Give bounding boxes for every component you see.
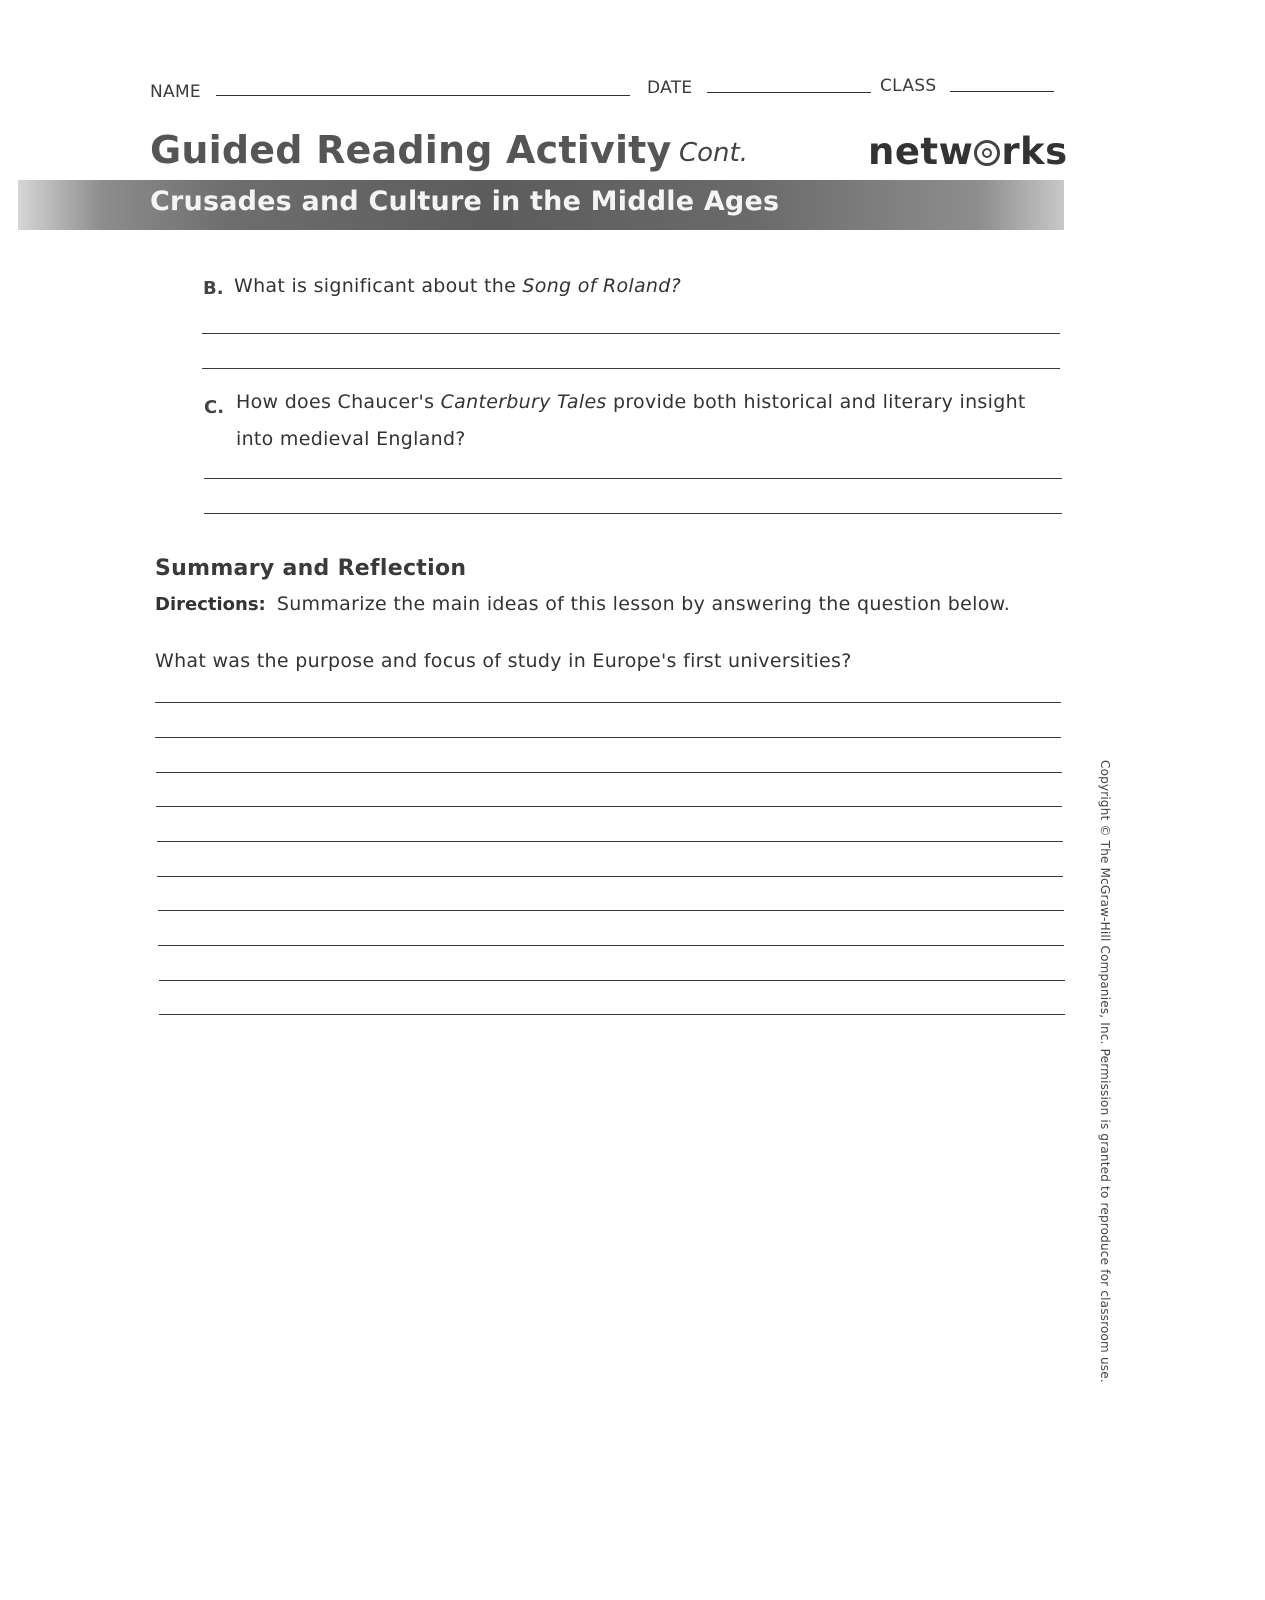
summary-answer-line[interactable] xyxy=(159,980,1065,981)
answer-line-b-1[interactable] xyxy=(202,333,1060,334)
answer-line-b-2[interactable] xyxy=(202,368,1060,369)
summary-heading: Summary and Reflection xyxy=(155,556,467,581)
summary-answer-line[interactable] xyxy=(158,910,1064,911)
answer-line-c-2[interactable] xyxy=(204,513,1062,514)
question-c-text-start: How does Chaucer's xyxy=(236,391,441,413)
question-b-work-title: Song of Roland? xyxy=(522,275,682,297)
title-continued: Cont. xyxy=(679,138,748,168)
page-title: Guided Reading Activity xyxy=(150,128,672,172)
summary-answer-line[interactable] xyxy=(156,772,1062,773)
summary-answer-line[interactable] xyxy=(155,702,1061,703)
question-b-text xyxy=(234,275,681,297)
name-field[interactable] xyxy=(216,95,630,96)
summary-answer-line[interactable] xyxy=(157,841,1063,842)
lesson-title: Crusades and Culture in the Middle Ages xyxy=(150,186,780,217)
directions xyxy=(155,593,1010,615)
class-field[interactable] xyxy=(950,91,1054,92)
date-field[interactable] xyxy=(707,92,871,93)
summary-answer-line[interactable] xyxy=(156,806,1062,807)
directions-label: Directions: xyxy=(155,594,266,615)
summary-answer-line[interactable] xyxy=(159,1014,1065,1015)
summary-answer-line[interactable] xyxy=(158,945,1064,946)
question-c-text-line2: into medieval England? xyxy=(236,428,466,450)
name-label: NAME xyxy=(150,82,201,102)
summary-answer-line[interactable] xyxy=(157,876,1063,877)
directions-text: Summarize the main ideas of this lesson by answering the question below. xyxy=(276,593,1011,615)
answer-line-c-1[interactable] xyxy=(204,478,1062,479)
summary-answer-line[interactable] xyxy=(155,737,1061,738)
brand-text-end: rks xyxy=(1001,130,1068,173)
copyright-notice: Copyright © The McGraw-Hill Companies, Inc. Permission is granted to reproduce for classroom use. xyxy=(1098,760,1112,1383)
question-b-text-start: What is significant about the xyxy=(234,275,523,297)
target-icon xyxy=(974,140,1000,166)
question-c-letter: C. xyxy=(204,397,225,418)
question-c-text xyxy=(236,391,1026,413)
summary-question: What was the purpose and focus of study in Europe's first universities? xyxy=(155,650,852,672)
question-c-work-title: Canterbury Tales xyxy=(440,391,607,413)
question-c-text-end: provide both historical and literary insight xyxy=(606,391,1026,413)
date-label: DATE xyxy=(647,78,693,98)
class-label: CLASS xyxy=(880,76,937,96)
networks-logo xyxy=(868,130,1068,173)
question-b-letter: B. xyxy=(203,278,224,299)
brand-text-start: netw xyxy=(868,130,974,173)
